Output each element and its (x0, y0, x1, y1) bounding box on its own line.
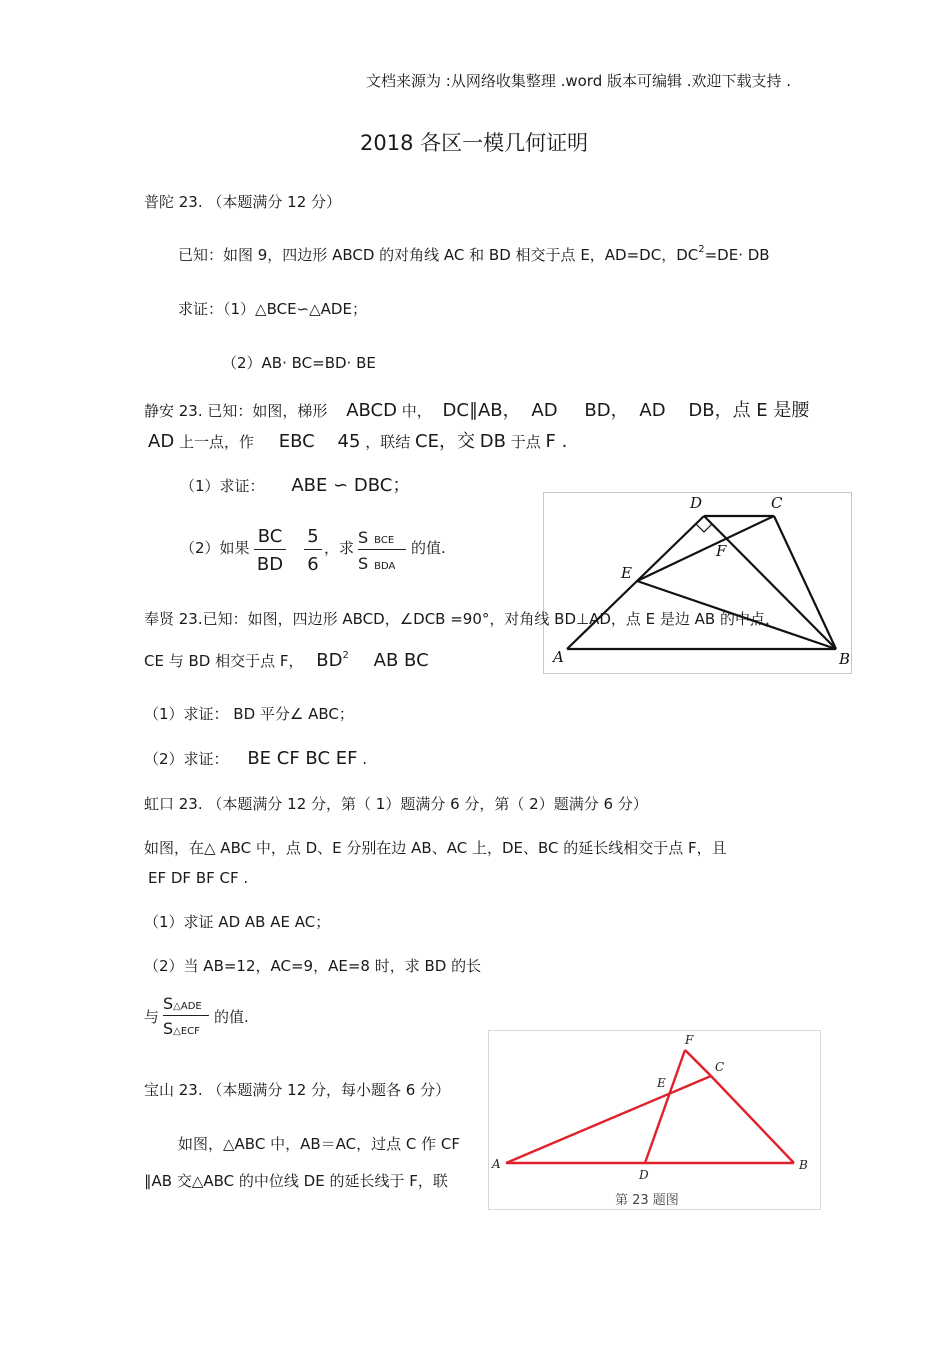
segment-ac (506, 1076, 711, 1163)
fengxian-q2-end: . (362, 750, 368, 768)
jingan-fraction-area (358, 530, 406, 572)
label-f: F (685, 1033, 694, 1047)
fengxian-q2 (144, 750, 367, 768)
jingan-q2-mid: ，求 (324, 539, 355, 557)
subscript: BCE (374, 535, 395, 546)
jingan-line-1 (144, 402, 809, 420)
putuo-given-tail: =DE· DB (704, 246, 770, 264)
fengxian-l2-sup: 2 (342, 650, 349, 661)
segment-cb (711, 1076, 794, 1163)
fengxian-l2a: CE 与 BD 相交于点 F， (144, 652, 304, 670)
s-symbol: S (163, 994, 174, 1013)
hongkou-line-1: 如图，在△ ABC 中，点 D、E 分别在边 AB、AC 上，DE、BC 的延长线相交于点 F，且 (144, 839, 727, 857)
fraction-numerator: 5 (307, 526, 319, 547)
jingan-l1b: ABCD (346, 400, 397, 421)
jingan-l1h: DB，点 E 是腰 (688, 400, 810, 421)
hongkou-fraction (163, 996, 209, 1037)
s-symbol: S (358, 528, 369, 547)
jingan-l2e: ，联结 (365, 433, 411, 451)
label-b: B (839, 650, 851, 668)
document-header: 文档来源为 :从网络收集整理 .word 版本可编辑 .欢迎下载支持 . (366, 72, 792, 90)
putuo-given-text: 已知：如图 9，四边形 ABCD 的对角线 AC 和 BD 相交于点 E，AD=DC，DC (178, 246, 699, 264)
label-a: A (553, 648, 564, 666)
segment-cb (774, 516, 836, 649)
right-angle-mark (696, 524, 712, 532)
s-symbol: S (163, 1019, 174, 1038)
label-c: C (715, 1060, 725, 1074)
subscript: BDA (374, 561, 396, 572)
baoshan-line-1: 如图，△ABC 中，AB＝AC，过点 C 作 CF (178, 1135, 460, 1153)
subscript: △ECF (173, 1026, 200, 1037)
jingan-q1-math: ABE ∽ DBC； (291, 475, 411, 496)
putuo-given (178, 244, 770, 264)
jingan-l1a: 静安 23. 已知：如图，梯形 (144, 402, 328, 420)
jingan-l2a: AD (148, 431, 175, 452)
jingan-q2-label: （2）如果 (180, 539, 250, 557)
fengxian-line-1: 奉贤 23.已知：如图，四边形 ABCD，∠DCB =90°，对角线 BD⊥AD，点 E 是边 AB 的中点， (144, 610, 780, 628)
label-e: E (657, 1076, 666, 1090)
figure-trapezoid (543, 492, 852, 674)
fraction-numerator: BC (257, 526, 283, 547)
label-d: D (690, 494, 703, 512)
jingan-line-2 (148, 433, 567, 451)
jingan-l1c: 中， (401, 402, 432, 420)
fengxian-l2b: BD (316, 650, 343, 671)
label-d: D (639, 1168, 649, 1182)
jingan-l1e: AD (531, 400, 558, 421)
fengxian-l2c: AB BC (373, 650, 429, 671)
baoshan-heading: 宝山 23. （本题满分 12 分，每小题各 6 分） (144, 1081, 451, 1099)
segment-fc (685, 1050, 711, 1076)
hongkou-line-2: EF DF BF CF . (148, 869, 249, 887)
fraction-numerator (358, 530, 406, 546)
segment-db (704, 516, 836, 649)
s-symbol: S (358, 554, 369, 573)
hongkou-q3-b: 的值. (214, 1008, 249, 1026)
putuo-heading: 普陀 23. （本题满分 12 分） (144, 193, 342, 211)
jingan-l2b: 上一点，作 (178, 433, 254, 451)
jingan-fraction-bc-bd (254, 528, 286, 574)
figure-frame (489, 1031, 821, 1210)
jingan-q1 (180, 477, 410, 495)
fengxian-q2-math: BE CF BC EF (247, 748, 358, 769)
putuo-prove-2: （2）AB· BC=BD· BE (222, 354, 376, 372)
fraction-denominator (163, 1015, 209, 1037)
jingan-q1-label: （1）求证： (180, 477, 265, 495)
baoshan-line-2: ∥AB 交△ABC 的中位线 DE 的延长线于 F，联 (144, 1172, 448, 1190)
label-c: C (771, 494, 783, 512)
label-e: E (621, 564, 632, 582)
putuo-given-sup: 2 (698, 244, 705, 255)
label-a: A (492, 1157, 501, 1171)
fengxian-q1: （1）求证： BD 平分∠ ABC； (144, 705, 354, 723)
fraction-bar: BD (254, 549, 286, 574)
hongkou-heading: 虹口 23. （本题满分 12 分，第（ 1）题满分 6 分，第（ 2）题满分 6 分） (144, 795, 648, 813)
jingan-l2f: CE，交 (415, 431, 475, 452)
segment-df (645, 1050, 685, 1163)
jingan-q2-end: 的值. (411, 539, 446, 557)
label-b: B (799, 1158, 808, 1172)
segment-ec (637, 516, 774, 581)
hongkou-q1: （1）求证 AD AB AE AC； (144, 913, 331, 931)
jingan-l2c: EBC (278, 431, 315, 452)
figure-caption: 第 23 题图 (615, 1193, 679, 1208)
page-title: 2018 各区一模几何证明 (360, 131, 589, 155)
jingan-l1g: AD (639, 400, 666, 421)
segment-ad (567, 516, 704, 649)
putuo-prove-1: 求证：（1）△BCE∽△ADE； (178, 300, 367, 318)
label-f: F (716, 542, 727, 560)
jingan-l2d: 45 (337, 431, 361, 452)
fengxian-line-2 (144, 652, 429, 670)
fraction-numerator (163, 996, 209, 1012)
jingan-l2h: 于点 (510, 433, 541, 451)
fraction-denominator (358, 549, 406, 572)
jingan-l1d: DC∥AB， (442, 400, 521, 421)
hongkou-q3-a: 与 (144, 1008, 160, 1026)
jingan-l2g: DB (479, 431, 506, 452)
fengxian-q2-label: （2）求证： (144, 750, 229, 768)
hongkou-q2: （2）当 AB=12，AC=9，AE=8 时，求 BD 的长 (144, 957, 482, 975)
fraction-bar: 6 (304, 549, 322, 574)
jingan-l2i: F . (545, 431, 568, 452)
jingan-l1f: BD， (584, 400, 629, 421)
figure-red-triangle (488, 1030, 821, 1210)
jingan-fraction-5-6 (304, 528, 322, 574)
subscript: △ADE (173, 1001, 202, 1012)
